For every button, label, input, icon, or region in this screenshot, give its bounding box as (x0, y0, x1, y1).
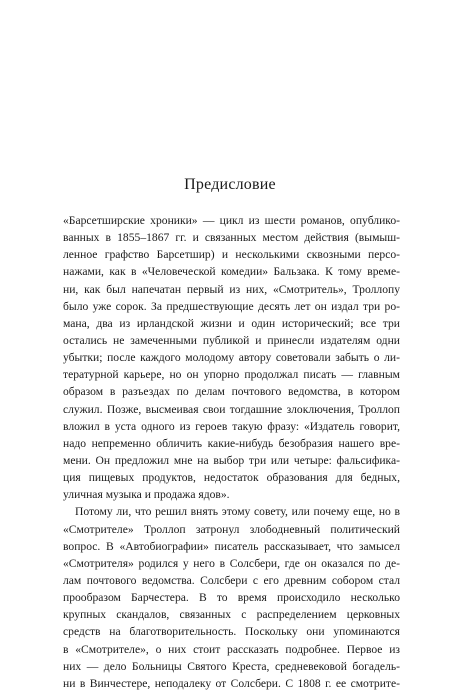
text-line: вложил в уста одного из героев такую фразу: «Издатель говорит, (63, 419, 400, 433)
text-line: крупных скандалов, связанных с распределением церковных (63, 608, 400, 622)
text-line: лам почтового ведомства. Солсбери с его древним собором стал (63, 573, 400, 587)
text-line: мана, два из ирландской жизни и один исторический; все три (63, 316, 400, 330)
text-line: ванных в 1855–1867 гг. и связанных местом действия (вымыш- (63, 231, 400, 245)
text-line: остались не замеченными публикой и принесли издателям одни (63, 333, 400, 347)
chapter-heading: Предисловие (184, 176, 276, 193)
text-line: уличная музыка и продажа ядов». (63, 488, 230, 502)
text-line: в «Смотрителе», о них стоит рассказать подробнее. Первое из (63, 642, 400, 656)
text-line: надо непременно обличить какие-нибудь безобразия нашего вре- (63, 436, 400, 450)
text-line: ленное графство Барсетшир) и несколькими сквозными персо- (63, 248, 400, 262)
paragraph-2 (63, 503, 400, 692)
text-line: образом в разъездах по делам почтового ведомства, в котором (63, 385, 400, 399)
text-line: ни, как был напечатан первый из них, «Смотритель», Троллопу (63, 282, 400, 296)
text-line: Потому ли, что решил внять этому совету, или почему еще, но в (75, 505, 400, 519)
text-line: вопрос. В «Автобиографии» писатель рассказывает, что замысел (63, 539, 400, 553)
text-line: мени. Он предложил мне на выбор три или четыре: фальсифика- (63, 453, 400, 467)
paragraph-1 (63, 212, 400, 503)
text-line: было уже сорок. За предшествующие десять лет он издал три ро- (63, 299, 400, 313)
body-text (63, 212, 400, 692)
text-line: тературной карьере, но он упорно продолжал писать — главным (63, 368, 400, 382)
text-line: убытки; после каждого молодому автору советовали забыть о ли- (63, 351, 400, 365)
text-line: них — дело Больницы Святого Креста, средневековой богадель- (63, 659, 400, 673)
text-line: служил. Позже, высмеивая свои тогдашние злоключения, Троллоп (63, 402, 400, 416)
text-line: средств на благотворительность. Поскольку они упоминаются (63, 625, 400, 639)
text-line: прообразом Барчестера. В то время происходило несколько (63, 591, 400, 605)
text-line: ни в Винчестере, неподалеку от Солсбери. С 1808 г. ее смотрите- (63, 676, 400, 690)
text-line: «Смотрителе» Троллоп затронул злободневный политический (63, 522, 400, 536)
text-line: нажами, как в «Человеческой комедии» Бальзака. К тому време- (63, 265, 400, 279)
text-line: «Смотрителя» родился у него в Солсбери, где он оказался по де- (63, 556, 400, 570)
text-line: ция пищевых продуктов, недостаток образования для бедных, (63, 471, 400, 485)
text-line: «Барсетширские хроники» — цикл из шести романов, опублико- (63, 214, 400, 227)
